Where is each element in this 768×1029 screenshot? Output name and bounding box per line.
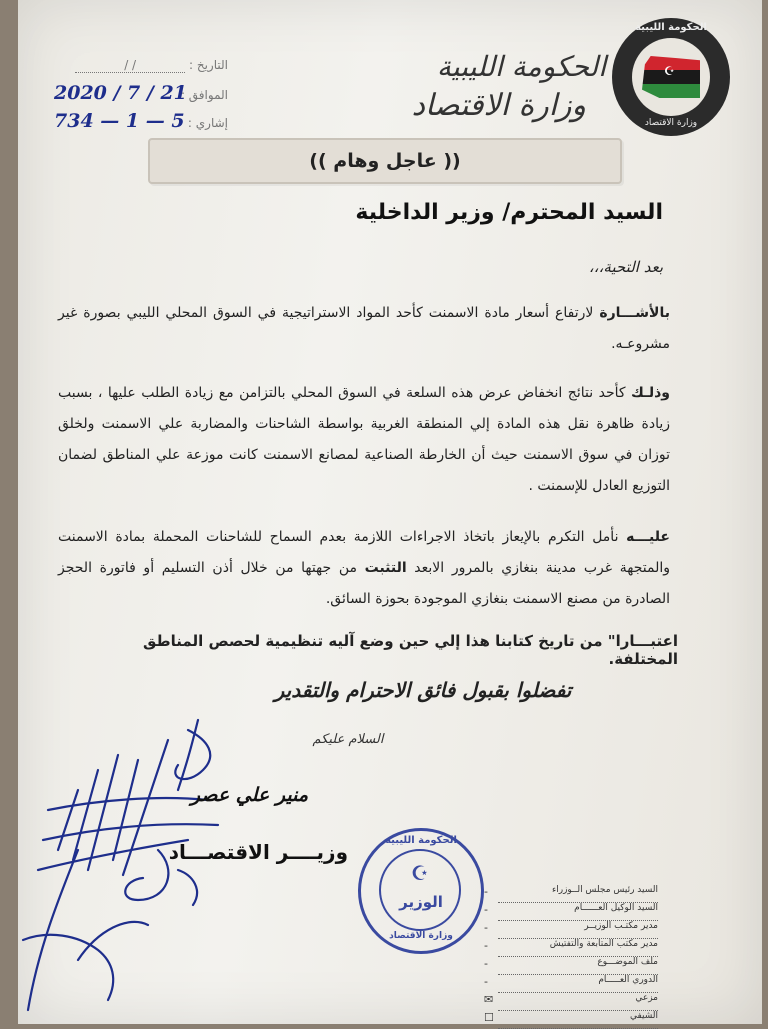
official-stamp: [358, 828, 484, 954]
greeting: بعد التحية،،،: [588, 258, 663, 276]
ministry-name: وزارة الاقتصاد: [411, 88, 586, 123]
government-emblem: [612, 18, 730, 136]
cc-item: ☐ الشيفي: [498, 1011, 658, 1029]
recipient: السيد المحترم/ وزير الداخلية: [355, 200, 663, 225]
validity-statement: اعتبـــارا" من تاريخ كتابنا هذا إلي حين وضع آليه تنظيمية لحصص المناطق المختلفة.: [142, 632, 678, 668]
cc-item: - ملف الموضـــوع: [498, 957, 658, 975]
letter-page: [18, 0, 762, 1024]
paragraph-2: [58, 378, 670, 502]
stamp-bottom-text: وزارة الاقتصاد: [389, 931, 453, 941]
urgent-banner: (( عاجل وهام )): [148, 138, 622, 184]
crescent-icon: ☪: [411, 861, 429, 885]
ref-label: إشاري :: [187, 116, 228, 130]
date-line: [58, 58, 228, 73]
cc-item: - مدير مكتـب الوزيــر: [498, 921, 658, 939]
cc-list: [484, 885, 658, 1029]
paragraph-1-lead: بالأشـــارة: [599, 305, 670, 321]
paragraph-2-lead: وذلـك: [631, 385, 670, 401]
emblem-top-text: الحكومة الليبية: [635, 22, 707, 33]
paragraph-3-text-a: نأمل التكرم بالإيعاز باتخاذ الاجراءات اللازمة بعدم السماح للشاحنات المحملة بمادة الاسمنت والمتجهة غرب مدينة بنغازي بالمرور الابعد: [58, 529, 670, 576]
date-label: التاريخ :: [188, 58, 228, 72]
crescent-star-icon: ☪: [664, 64, 675, 78]
cc-item: - السيد رئيس مجلس الــوزراء: [498, 885, 658, 903]
corresponding-date-handwritten: 2020 / 7 / 21: [54, 82, 187, 104]
cc-item: - مدير مكتب المتابعة والتفتيش: [498, 939, 658, 957]
paragraph-2-text: كأحد نتائج انخفاض عرض هذه السلعة في السوق المحلي بالتزامن مع زيادة الطلب عليها ، بسبب زيادة ظاهرة نقل هذه المادة إلي المنطقة الغربية بواسطة الشاحنات والمضاربة علي الاسمنت ولخلق توزان في سوق الاسمنت حيث أن الخارطة الصناعية لمصانع الاسمنت كانت موزعة علي المناطق لضمان التوزيع العادل للإسمنت .: [58, 385, 670, 494]
ref-number-handwritten: 734 — 1 — 5: [54, 110, 185, 132]
stamp-title: الوزير: [399, 893, 443, 911]
paragraph-3-lead: عليـــه: [626, 529, 670, 545]
closing-phrase: تفضلوا بقبول فائق الاحترام والتقدير: [274, 678, 572, 702]
cc-item: ✉ مزعي: [498, 993, 658, 1011]
paragraph-3: [58, 522, 670, 615]
cc-item: - الدوري العـــــام: [498, 975, 658, 993]
date-value: / /: [75, 58, 185, 73]
cc-item: - السيد الوكيل العــــــام: [498, 903, 658, 921]
paragraph-1-text: لارتفاع أسعار مادة الاسمنت كأحد المواد الاستراتيجية في السوق المحلي الليبي بصورة غير مشروعـه.: [58, 305, 670, 352]
salutation: السلام عليكم: [312, 732, 384, 747]
paragraph-1: [58, 298, 670, 360]
paragraph-3-bold: التثبت: [364, 560, 407, 576]
signer-title: وزيــــر الاقتصـــاد: [168, 840, 348, 864]
government-name: الحكومة الليبية: [436, 50, 606, 83]
stamp-top-text: الحكومة الليبية: [385, 835, 457, 846]
emblem-bottom-text: وزارة الاقتصاد: [644, 118, 698, 128]
corresponding-label: الموافق :: [180, 88, 228, 102]
signer-name: منير علي عصر: [190, 784, 308, 806]
paragraph-3-text-b: من جهتها من خلال أذن التسليم أو فاتورة الحجز الصادرة من مصنع الاسمنت بنغازي الموجودة بحوزة السائق.: [58, 560, 670, 607]
